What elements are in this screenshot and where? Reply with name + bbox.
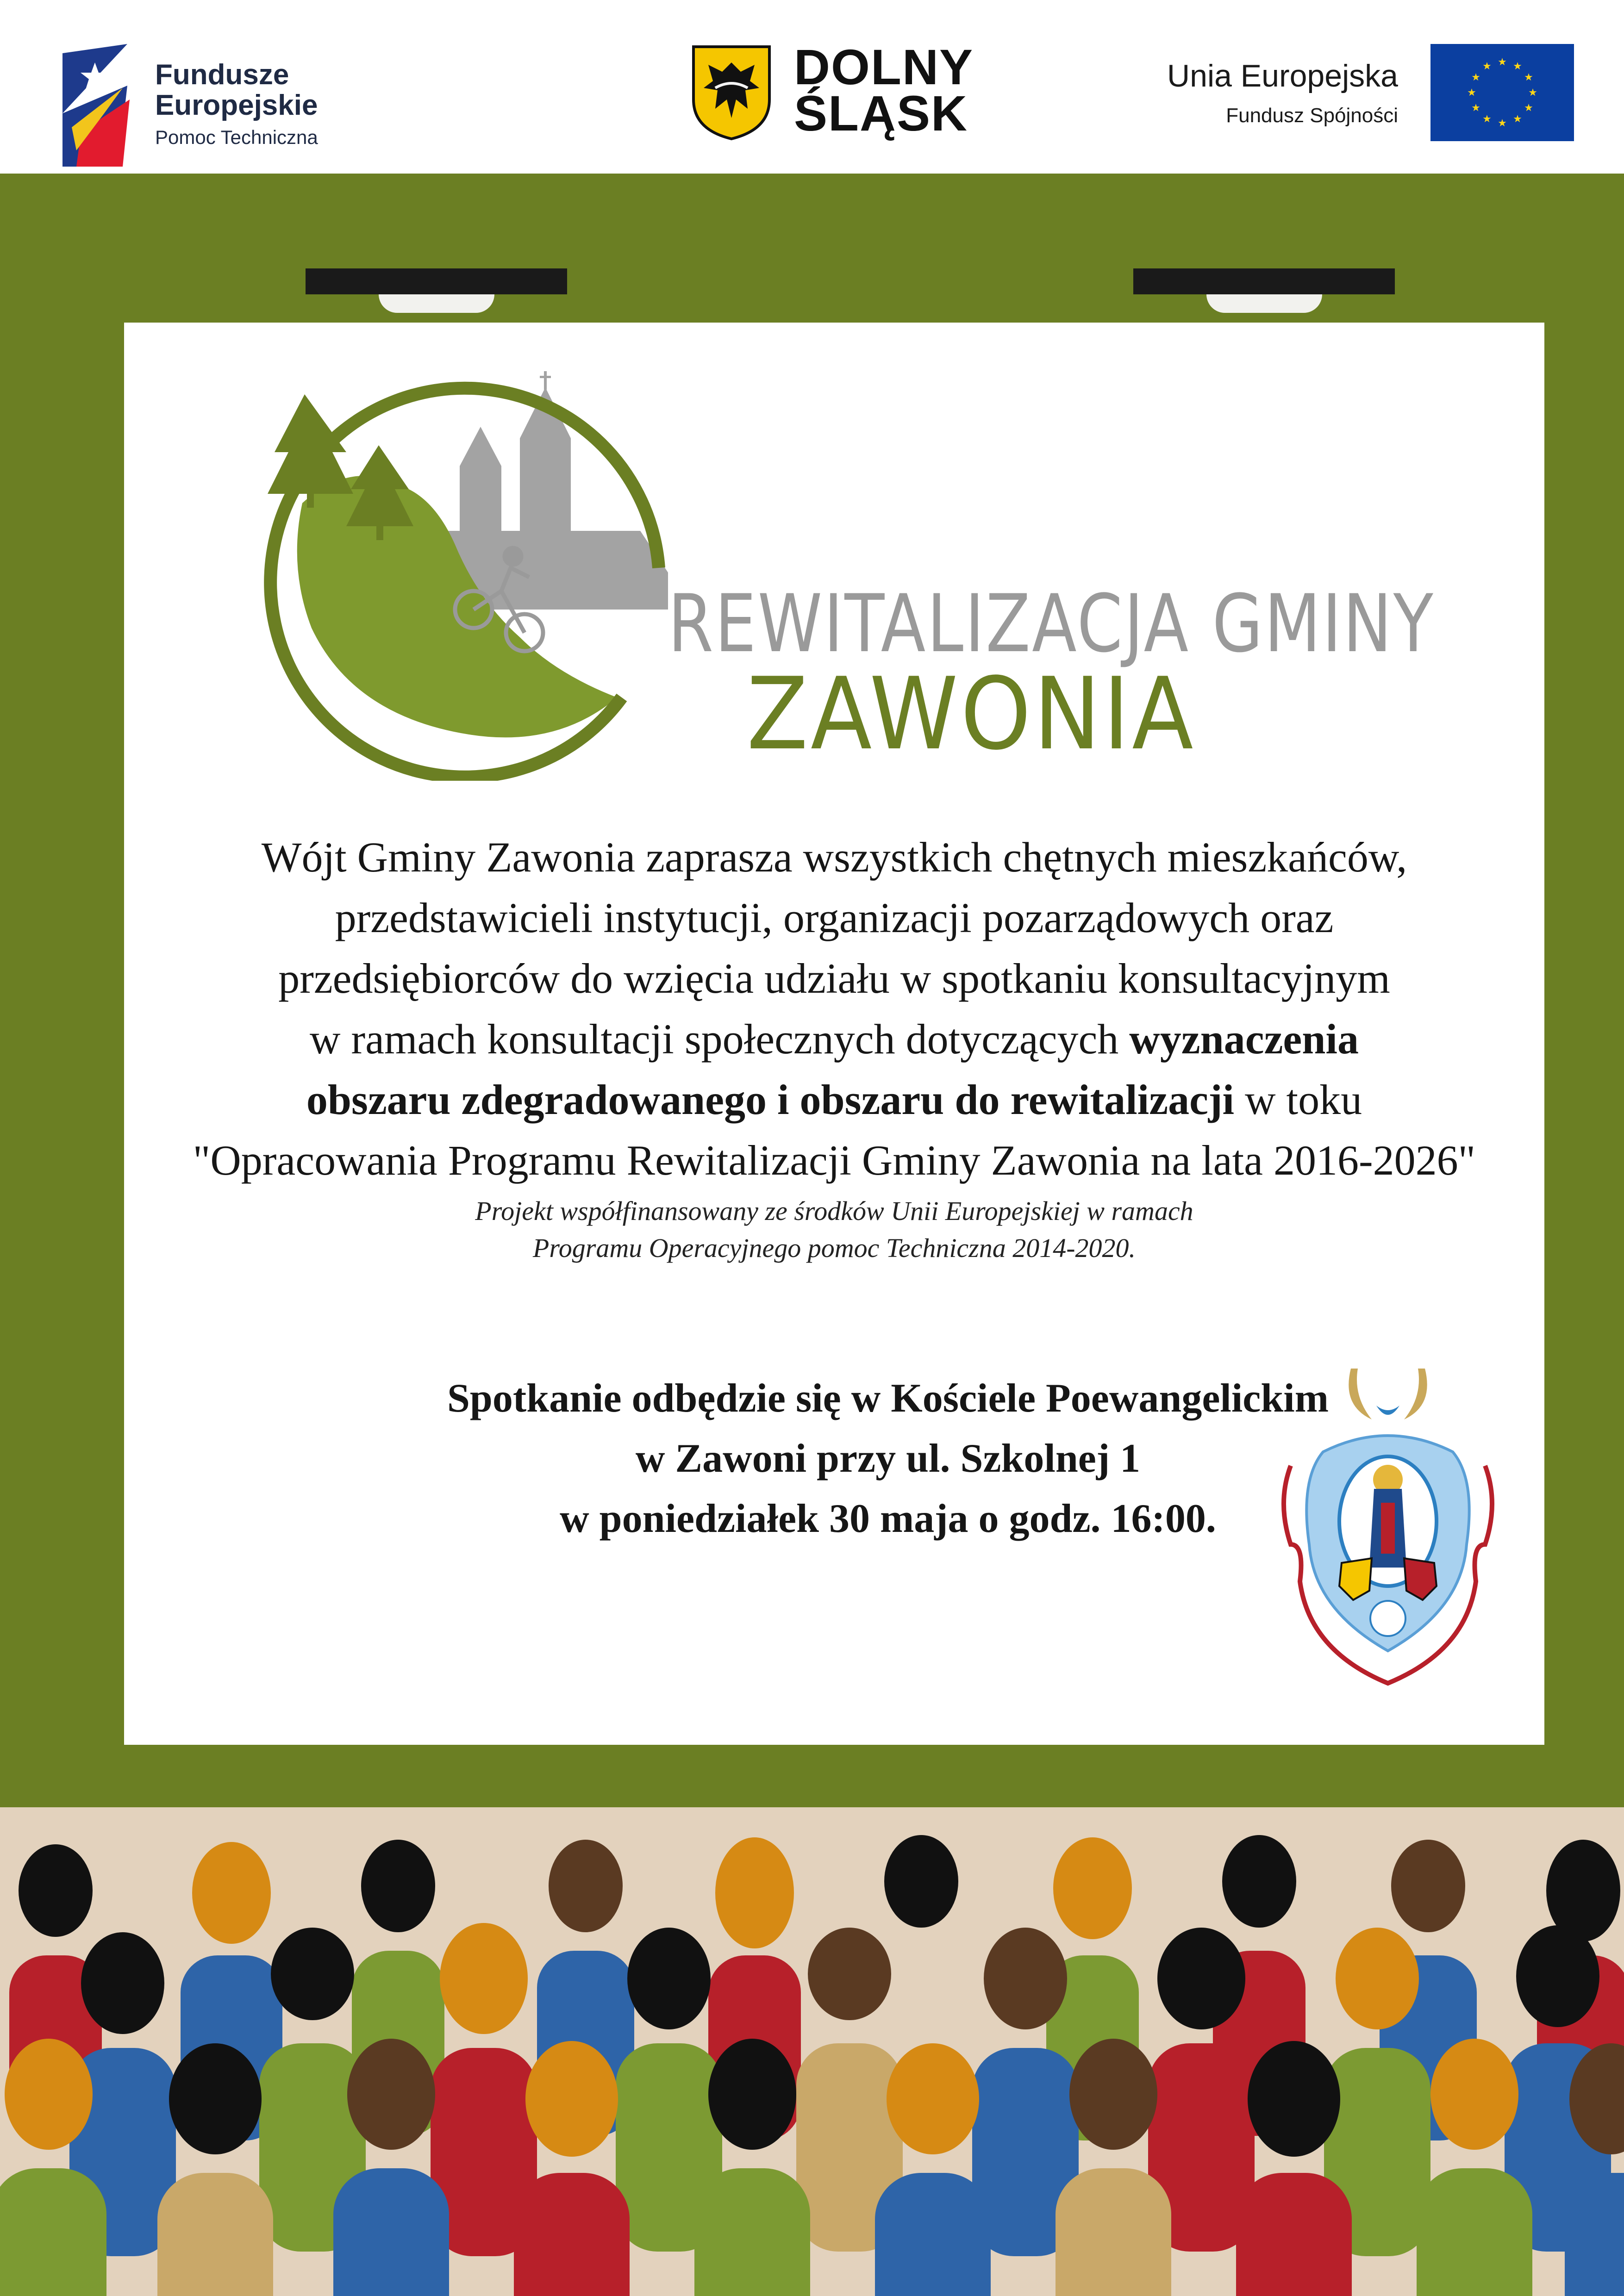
stage-lamp-left bbox=[306, 268, 567, 315]
svg-text:★: ★ bbox=[1498, 56, 1507, 68]
ue-fund-name: Fundusz Spójności bbox=[1226, 104, 1398, 127]
fundusze-europejskie-icon bbox=[62, 44, 132, 167]
svg-text:★: ★ bbox=[1482, 113, 1492, 125]
invitation-line: Wójt Gminy Zawonia zaprasza wszystkich chętnych mieszkańców, bbox=[261, 834, 1407, 881]
svg-text:★: ★ bbox=[1513, 61, 1522, 72]
eu-flag-icon bbox=[1430, 44, 1574, 141]
invitation-line: przedsiębiorców do wzięcia udziału w spotkaniu konsultacyjnym bbox=[278, 955, 1390, 1002]
unia-europejska-logo bbox=[1134, 44, 1574, 143]
ue-name: Unia Europejska bbox=[1167, 58, 1398, 93]
logo-title-zawonia: ZAWONIA bbox=[747, 656, 1196, 772]
meeting-address: w Zawoni przy ul. Szkolnej 1 bbox=[635, 1436, 1141, 1481]
svg-text:★: ★ bbox=[1528, 87, 1537, 99]
logo-title-rewitalizacja: REWITALIZACJA GMINY bbox=[668, 577, 1435, 670]
invitation-line-text: w ramach konsultacji społecznych dotyczących bbox=[310, 1015, 1130, 1063]
svg-text:★: ★ bbox=[1471, 102, 1480, 114]
invitation-line-text: w toku bbox=[1234, 1076, 1362, 1123]
svg-text:★: ★ bbox=[1498, 118, 1507, 129]
logo-emblem bbox=[261, 350, 724, 781]
fe-program-name: Pomoc Techniczna bbox=[155, 126, 318, 148]
invitation-line bbox=[124, 1070, 1544, 1130]
funding-note bbox=[124, 1193, 1544, 1267]
audience-illustration bbox=[0, 1807, 1624, 2296]
poster-board bbox=[124, 323, 1544, 1745]
stage-lamp-right bbox=[1133, 268, 1395, 315]
invitation-line bbox=[124, 1009, 1544, 1070]
fundusze-europejskie-logo bbox=[62, 44, 350, 169]
fe-name-line2: Europejskie bbox=[155, 89, 318, 121]
svg-text:★: ★ bbox=[1513, 113, 1522, 125]
funding-line: Projekt współfinansowany ze środków Unii Europejskiej w ramach bbox=[475, 1196, 1193, 1226]
dolny-slask-line1: DOLNY bbox=[794, 39, 974, 95]
zawonia-coat-of-arms bbox=[1272, 1350, 1504, 1702]
dolny-slask-logo bbox=[690, 39, 986, 141]
svg-text:★: ★ bbox=[1467, 87, 1476, 99]
svg-text:★: ★ bbox=[1471, 72, 1480, 83]
program-title: "Opracowania Programu Rewitalizacji Gminy Zawonia na lata 2016-2026" bbox=[193, 1137, 1476, 1184]
meeting-place: Spotkanie odbędzie się w Kościele Poewangelickim bbox=[447, 1376, 1329, 1421]
dolny-slask-crest bbox=[690, 44, 773, 141]
funding-line: Programu Operacyjnego pomoc Techniczna 2014-2020. bbox=[532, 1233, 1136, 1263]
rewitalizacja-logo bbox=[261, 350, 1557, 781]
svg-text:★: ★ bbox=[1524, 102, 1533, 114]
dolny-slask-line2: ŚLĄSK bbox=[794, 85, 968, 141]
invitation-text bbox=[124, 827, 1544, 1191]
invitation-emphasis: wyznaczenia bbox=[1129, 1015, 1359, 1063]
svg-text:★: ★ bbox=[1524, 72, 1533, 83]
header-logos bbox=[0, 0, 1624, 174]
meeting-date: w poniedziałek 30 maja o godz. 16:00. bbox=[560, 1496, 1216, 1541]
invitation-line: przedstawicieli instytucji, organizacji pozarządowych oraz bbox=[335, 894, 1334, 941]
audience-row-middle bbox=[69, 1923, 1611, 2256]
invitation-emphasis: obszaru zdegradowanego i obszaru do rewitalizacji bbox=[306, 1076, 1235, 1123]
fe-name-line1: Fundusze bbox=[155, 59, 289, 91]
svg-text:★: ★ bbox=[1482, 61, 1492, 72]
